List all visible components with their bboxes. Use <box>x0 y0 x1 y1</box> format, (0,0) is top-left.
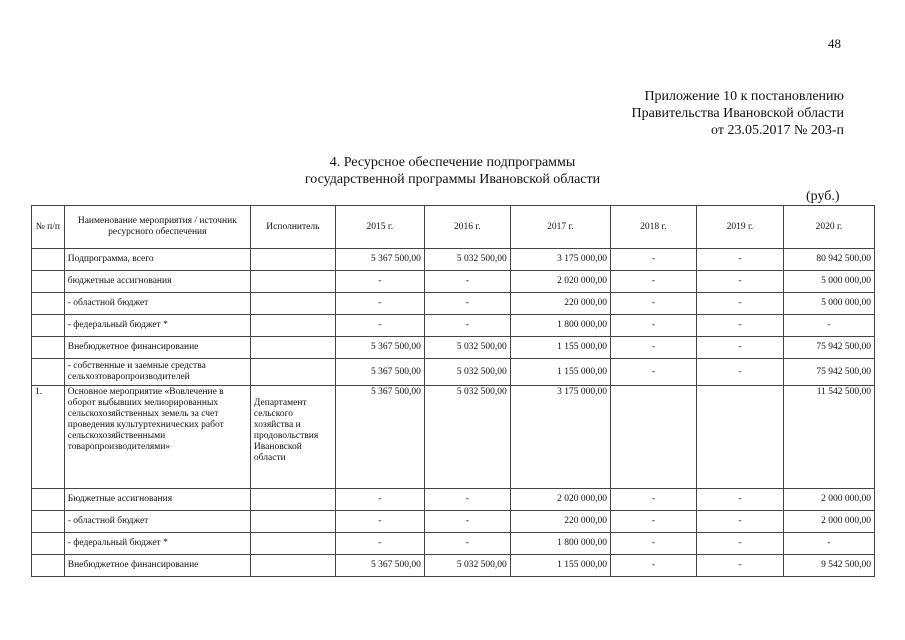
cell-name: Основное мероприятие «Вовлечение в оборот выбывших мелиорированных сельскохозяйственных земель за счет проведения культуртехнических работ сельскохозяйственными товаропроизводителями» <box>64 386 250 489</box>
cell-2018: - <box>611 315 697 337</box>
header-executor: Исполнитель <box>250 206 335 249</box>
table-row <box>32 555 875 577</box>
cell-2015: 5 367 500,00 <box>335 555 424 577</box>
cell-num: 1. <box>32 386 65 489</box>
cell-executor <box>250 293 335 315</box>
cell-2018: - <box>611 359 697 386</box>
cell-2016: - <box>424 489 510 511</box>
header-2018: 2018 г. <box>611 206 697 249</box>
cell-2015: - <box>335 489 424 511</box>
cell-2020: 2 000 000,00 <box>783 489 874 511</box>
cell-2018: - <box>611 293 697 315</box>
cell-executor <box>250 489 335 511</box>
cell-name: бюджетные ассигнования <box>64 271 250 293</box>
cell-num <box>32 271 65 293</box>
table-row <box>32 271 875 293</box>
cell-2020: 2 000 000,00 <box>783 511 874 533</box>
cell-2015: 5 367 500,00 <box>335 337 424 359</box>
cell-2016: 5 032 500,00 <box>424 359 510 386</box>
cell-2019: - <box>696 533 783 555</box>
cell-2020: 9 542 500,00 <box>783 555 874 577</box>
cell-executor: Департамент сельского хозяйства и продовольствия Ивановской области <box>250 386 335 489</box>
header-2015: 2015 г. <box>335 206 424 249</box>
table-row <box>32 489 875 511</box>
cell-2015: 5 367 500,00 <box>335 359 424 386</box>
cell-2016: 5 032 500,00 <box>424 337 510 359</box>
resource-table <box>31 205 875 577</box>
header-2020: 2020 г. <box>783 206 874 249</box>
cell-executor <box>250 315 335 337</box>
cell-name: Подпрограмма, всего <box>64 249 250 271</box>
table-row <box>32 249 875 271</box>
cell-2017: 3 175 000,00 <box>510 386 610 489</box>
cell-2017: 220 000,00 <box>510 293 610 315</box>
cell-2015: - <box>335 511 424 533</box>
title-line-1: 4. Ресурсное обеспечение подпрограммы <box>329 155 576 170</box>
cell-executor <box>250 533 335 555</box>
cell-num <box>32 293 65 315</box>
cell-2016: 5 032 500,00 <box>424 386 510 489</box>
cell-2020: 75 942 500,00 <box>783 359 874 386</box>
cell-2015: 5 367 500,00 <box>335 386 424 489</box>
cell-2018: - <box>611 337 697 359</box>
cell-num <box>32 249 65 271</box>
table-row <box>32 533 875 555</box>
cell-2017: 2 020 000,00 <box>510 489 610 511</box>
table-row <box>32 337 875 359</box>
cell-2017: 1 155 000,00 <box>510 555 610 577</box>
appendix-header <box>632 88 844 139</box>
cell-executor <box>250 555 335 577</box>
cell-num <box>32 359 65 386</box>
cell-2015: - <box>335 293 424 315</box>
table-header-row <box>32 206 875 249</box>
cell-num <box>32 511 65 533</box>
cell-2015: - <box>335 315 424 337</box>
cell-2016: - <box>424 293 510 315</box>
cell-executor <box>250 249 335 271</box>
appendix-line-1: Приложение 10 к постановлению <box>644 89 844 104</box>
cell-2017: 1 155 000,00 <box>510 359 610 386</box>
table-row <box>32 511 875 533</box>
table-row <box>32 293 875 315</box>
cell-2018: - <box>611 271 697 293</box>
cell-2019: - <box>696 359 783 386</box>
header-2016: 2016 г. <box>424 206 510 249</box>
appendix-line-2: Правительства Ивановской области <box>631 106 844 121</box>
cell-2016: - <box>424 511 510 533</box>
cell-2016: - <box>424 533 510 555</box>
cell-2017: 220 000,00 <box>510 511 610 533</box>
cell-2020: - <box>783 315 874 337</box>
cell-executor <box>250 337 335 359</box>
cell-2019 <box>696 386 783 489</box>
header-num: № п/п <box>32 206 65 249</box>
cell-2015: 5 367 500,00 <box>335 249 424 271</box>
header-2019: 2019 г. <box>696 206 783 249</box>
cell-2016: 5 032 500,00 <box>424 555 510 577</box>
cell-executor <box>250 511 335 533</box>
cell-2016: - <box>424 315 510 337</box>
cell-num <box>32 337 65 359</box>
cell-2019: - <box>696 315 783 337</box>
cell-2017: 3 175 000,00 <box>510 249 610 271</box>
cell-num <box>32 489 65 511</box>
cell-name: Внебюджетное финансирование <box>64 555 250 577</box>
cell-name: - собственные и заемные средства сельхозтоваропроизводителей <box>64 359 250 386</box>
title-line-2: государственной программы Ивановской области <box>304 172 601 187</box>
cell-2019: - <box>696 489 783 511</box>
cell-2019: - <box>696 271 783 293</box>
cell-2020: - <box>783 533 874 555</box>
document-title <box>0 154 905 188</box>
cell-2020: 80 942 500,00 <box>783 249 874 271</box>
currency-unit: (руб.) <box>806 189 840 204</box>
cell-2018 <box>611 386 697 489</box>
cell-2017: 2 020 000,00 <box>510 271 610 293</box>
cell-executor <box>250 359 335 386</box>
table-row <box>32 386 875 489</box>
cell-2017: 1 800 000,00 <box>510 315 610 337</box>
cell-2018: - <box>611 555 697 577</box>
cell-num <box>32 533 65 555</box>
table-row <box>32 315 875 337</box>
cell-2016: 5 032 500,00 <box>424 249 510 271</box>
cell-name: - федеральный бюджет * <box>64 533 250 555</box>
appendix-line-3: от 23.05.2017 № 203-п <box>711 123 844 138</box>
cell-2017: 1 155 000,00 <box>510 337 610 359</box>
cell-2018: - <box>611 533 697 555</box>
cell-2019: - <box>696 337 783 359</box>
page-number: 48 <box>828 36 841 51</box>
cell-2020: 75 942 500,00 <box>783 337 874 359</box>
cell-name: Бюджетные ассигнования <box>64 489 250 511</box>
cell-2018: - <box>611 249 697 271</box>
cell-2019: - <box>696 249 783 271</box>
cell-2018: - <box>611 489 697 511</box>
cell-2020: 11 542 500,00 <box>783 386 874 489</box>
cell-name: - областной бюджет <box>64 293 250 315</box>
cell-2018: - <box>611 511 697 533</box>
cell-2015: - <box>335 533 424 555</box>
cell-name: - областной бюджет <box>64 511 250 533</box>
header-2017: 2017 г. <box>510 206 610 249</box>
cell-2017: 1 800 000,00 <box>510 533 610 555</box>
cell-2019: - <box>696 511 783 533</box>
cell-2020: 5 000 000,00 <box>783 293 874 315</box>
cell-2020: 5 000 000,00 <box>783 271 874 293</box>
cell-2015: - <box>335 271 424 293</box>
cell-executor <box>250 271 335 293</box>
cell-num <box>32 555 65 577</box>
cell-2019: - <box>696 555 783 577</box>
cell-num <box>32 315 65 337</box>
header-name: Наименование мероприятия / источник ресурсного обеспечения <box>64 206 250 249</box>
cell-2019: - <box>696 293 783 315</box>
cell-name: Внебюджетное финансирование <box>64 337 250 359</box>
cell-name: - федеральный бюджет * <box>64 315 250 337</box>
cell-2016: - <box>424 271 510 293</box>
table-row <box>32 359 875 386</box>
